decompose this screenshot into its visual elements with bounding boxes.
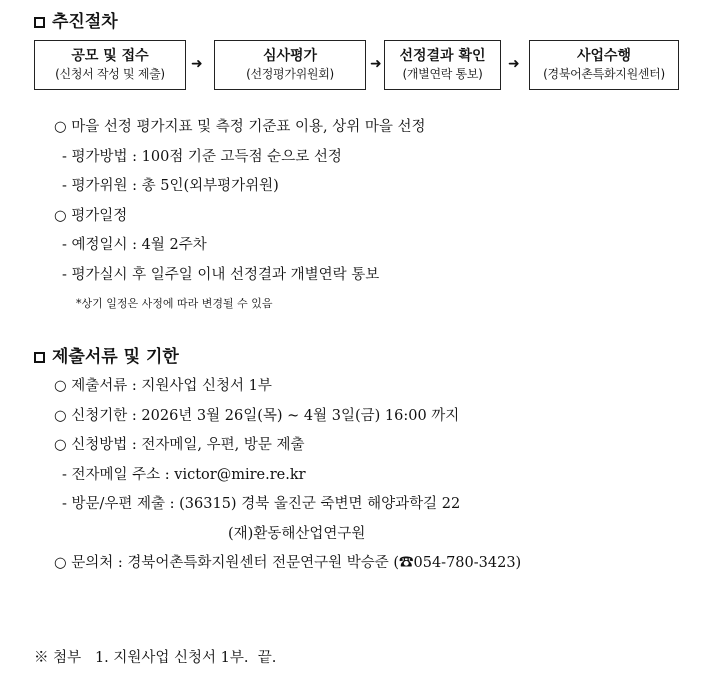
- checkbox-square-icon: [34, 17, 45, 28]
- section-heading-submission: [34, 342, 179, 367]
- flow-step-result: [384, 40, 501, 90]
- procedure-item: ○ 마을 선정 평가지표 및 측정 기준표 이용, 상위 마을 선정: [54, 119, 426, 135]
- step-subtitle: (경북어촌특화지원센터): [543, 67, 665, 81]
- submission-item: (재)환동해산업연구원: [228, 526, 366, 542]
- submission-item: ○ 신청기한 : 2026년 3월 26일(목) ~ 4월 3일(금) 16:00 까지: [54, 408, 460, 424]
- arrow-right-icon: ➜: [370, 56, 382, 72]
- flow-step-execution: [529, 40, 679, 90]
- submission-item: - 방문/우편 제출 : (36315) 경북 울진군 죽변면 해양과학길 22: [62, 496, 461, 512]
- submission-item: - 전자메일 주소 : victor@mire.re.kr: [62, 467, 306, 483]
- step-title: 심사평가: [262, 48, 318, 64]
- section-title: 추진절차: [52, 12, 118, 32]
- step-title: 공모 및 접수: [71, 48, 149, 64]
- procedure-item: - 예정일시 : 4월 2주차: [62, 237, 207, 253]
- flow-step-application: [34, 40, 186, 90]
- submission-item: ○ 문의처 : 경북어촌특화지원센터 전문연구원 박승준 (☎054-780-3423): [54, 555, 522, 571]
- procedure-item: - 평가실시 후 일주일 이내 선정결과 개별연락 통보: [62, 267, 380, 283]
- procedure-note: *상기 일정은 사정에 따라 변경될 수 있음: [76, 297, 273, 310]
- step-title: 사업수행: [576, 48, 632, 64]
- arrow-right-icon: ➜: [508, 56, 520, 72]
- flow-step-evaluation: [214, 40, 366, 90]
- section-title: 제출서류 및 기한: [52, 347, 179, 367]
- step-title: 선정결과 확인: [399, 48, 486, 64]
- step-subtitle: (신청서 작성 및 제출): [55, 67, 165, 81]
- submission-item: ○ 신청방법 : 전자메일, 우편, 방문 제출: [54, 437, 305, 453]
- attachment-line: ※ 첨부 1. 지원사업 신청서 1부. 끝.: [34, 650, 277, 666]
- step-subtitle: (선정평가위원회): [246, 67, 334, 81]
- checkbox-square-icon: [34, 352, 45, 363]
- procedure-item: ○ 평가일정: [54, 208, 128, 224]
- submission-item: ○ 제출서류 : 지원사업 신청서 1부: [54, 378, 272, 394]
- procedure-item: - 평가방법 : 100점 기준 고득점 순으로 선정: [62, 149, 342, 165]
- step-subtitle: (개별연락 통보): [402, 67, 483, 81]
- arrow-right-icon: ➜: [191, 56, 203, 72]
- procedure-item: - 평가위원 : 총 5인(외부평가위원): [62, 178, 279, 194]
- section-heading-procedure: [34, 7, 118, 32]
